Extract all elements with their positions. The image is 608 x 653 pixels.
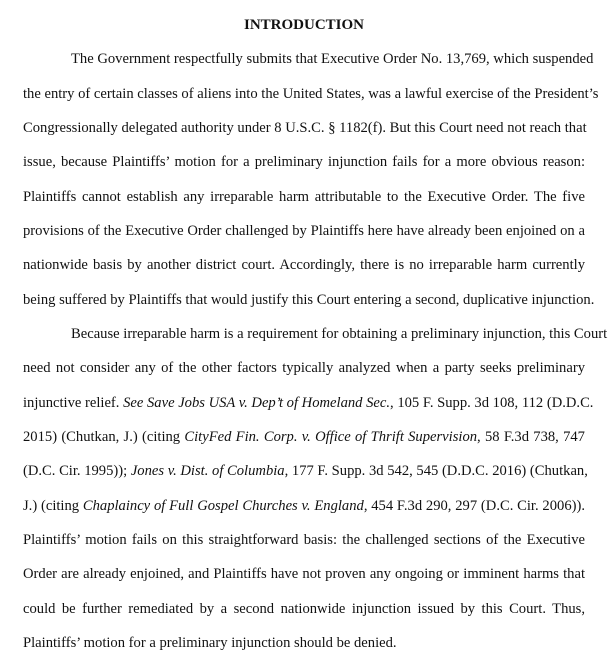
paragraph-2-line-2: need not consider any of the other factors typically analyzed when a party seeks preliminary [23,360,585,376]
text-run: 2015) (Chutkan, J.) (citing [23,429,185,445]
paragraph-1-line-5: Plaintiffs cannot establish any irreparable harm attributable to the Executive Order. The five [23,189,585,205]
paragraph-2-line-9: could be further remediated by a second nationwide injunction issued by this Court. Thus, [23,601,585,617]
section-heading: INTRODUCTION [243,17,364,33]
paragraph-2-line-5 [23,461,588,481]
text-run: (D.C. Cir. 1995)); [23,463,131,479]
text-run: injunctive relief. [23,395,124,411]
paragraph-1-line-2: the entry of certain classes of aliens into the United States, was a lawful exercise of the President’s [23,86,599,102]
paragraph-2-line-8: Order are already enjoined, and Plaintiffs have not proven any ongoing or imminent harms that [23,566,585,582]
text-run: , 177 F. Supp. 3d 542, 545 (D.D.C. 2016) (Chutkan, [284,463,588,479]
paragraph-1-line-8: being suffered by Plaintiffs that would justify this Court entering a second, duplicative injunction. [23,292,595,308]
case-citation: Chaplaincy of Full Gospel Churches v. England [82,498,364,514]
text-run: , 105 F. Supp. 3d 108, 112 (D.D.C. [390,395,594,411]
paragraph-2-line-4 [23,427,585,447]
paragraph-1-line-3: Congressionally delegated authority under 8 U.S.C. § 1182(f). But this Court need not reach that [23,120,587,136]
paragraph-2-line-6 [23,496,585,516]
case-citation: See Save Jobs USA v. Dep’t of Homeland Sec. [123,395,391,411]
paragraph-2-line-10: Plaintiffs’ motion for a preliminary injunction should be denied. [23,635,397,651]
paragraph-1-line-1: The Government respectfully submits that Executive Order No. 13,769, which suspended [71,51,594,67]
paragraph-2-line-7: Plaintiffs’ motion fails on this straightforward basis: the challenged sections of the Executive [23,532,585,548]
case-citation: CityFed Fin. Corp. v. Office of Thrift Supervision [184,429,478,445]
text-run: , 454 F.3d 290, 297 (D.C. Cir. 2006)). [363,498,585,514]
paragraph-1-line-6: provisions of the Executive Order challenged by Plaintiffs here have already been enjoined on a [23,223,585,239]
paragraph-1-line-4: issue, because Plaintiffs’ motion for a preliminary injunction fails for a more obvious reason: [23,154,585,170]
case-citation: Jones v. Dist. of Columbia [130,463,285,479]
paragraph-1-line-7: nationwide basis by another district court. Accordingly, there is no irreparable harm currently [23,257,585,273]
paragraph-2-line-3 [23,393,594,413]
text-run: J.) (citing [23,498,83,514]
paragraph-2-line-1: Because irreparable harm is a requirement for obtaining a preliminary injunction, this Court [71,326,608,342]
text-run: , 58 F.3d 738, 747 [477,429,585,445]
